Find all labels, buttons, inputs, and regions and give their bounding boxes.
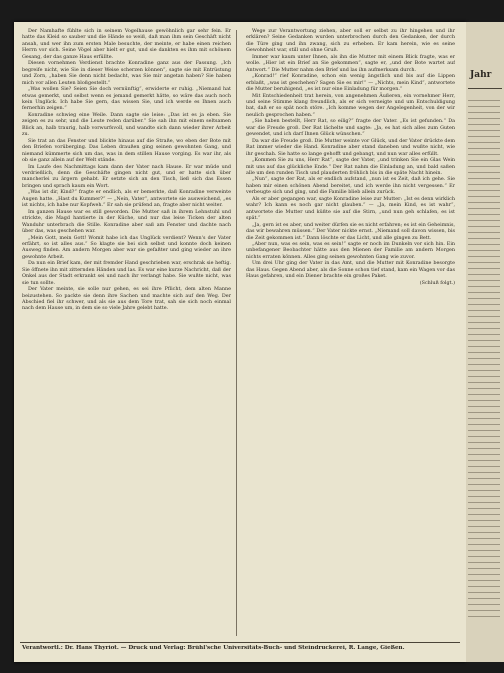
continuation-note: (Schluß folgt.): [419, 279, 455, 286]
right-text-column: [246, 28, 455, 640]
paragraph: Immer war kaum unter Ihnen, als ihn die Mutter mit einem Blick fragte, was er wolle. „Hier ist ein Brief an Sie gekommen“, sagte er, „und der Bote wartet auf Antwort.“ Die Mutter nahm den Brief und las ihn aufmerksam durch.: [246, 53, 455, 73]
adjacent-page-text-lines: [468, 100, 500, 620]
paragraph: „Sie haben bestellt, Herr Rat, so eilig?“ fragte der Vater. „Es ist gefunden.“ Da war die Freude groß. Der Rat lächelte und sagte: „Ja, es hat sich alles zum Guten gewendet, und ich darf Ihnen Glück wünschen.“: [246, 118, 455, 138]
imprint-footer: Verantwortl.: Dr. Hans Thyriot. — Druck und Verlag: Brühl'sche Universitäts-Buch- und Steindruckerei, R. Lange, Gießen.: [22, 645, 405, 651]
paragraph: Der Vater meinte, sie solle nur gehen, es sei ihre Pflicht, dem alten Manne beizustehen. So packte sie denn ihre Sachen und machte sich auf den Weg. Der Abschied fiel ihr schwer, und als sie aus dem Tore trat, sah sie sich noch einmal nach dem Hause um, in dem sie so viele Jahre gelebt hatte.: [22, 286, 231, 312]
paragraph: Mit Entschiedenheit trat herein, von angenehmen Äußeren, ein vornehmer Herr, und seine Stimme klang freundlich, als er sich verneigte und um Entschuldigung bat, daß er so spät noch störe. „Ich komme wegen der Angelegenheit, von der wir neulich gesprochen haben.“: [246, 92, 455, 118]
paragraph: Diesen vornehmen Verdienst brachte Konradine ganz aus der Fassung. „Ich begreife nicht, wie Sie in dieser Weise scherzen können“, sagte sie mit Entrüstung und Zorn, „haben Sie denn nicht bedacht, was Sie mir angetan haben? Sie haben mich vor allen Leuten bloßgestellt.“: [22, 60, 231, 86]
footer-divider: [20, 642, 460, 643]
paragraph: Als er aber gegangen war, sagte Konradine leise zur Mutter: „Ist es denn wirklich wahr? Ich kann es noch gar nicht glauben.“ — „Ja, mein Kind, es ist wahr“, antwortete die Mutter und küßte sie auf die Stirn, „und nun geh schlafen, es ist spät.“: [246, 195, 455, 222]
paragraph: „Mein Gott, mein Gott! Womit habe ich das Unglück verdient? Wenn's der Vater erfährt, so ist alles aus.“ So klagte sie bei sich selbst und konnte doch keinen Ausweg finden. Am andern Morgen aber war sie gefaßter und ging wieder an ihre gewohnte Arbeit.: [22, 234, 231, 260]
paragraph: Im Laufe des Nachmittags kam dann der Vater nach Hause. Er war müde und verdrießlich, denn die Geschäfte gingen nicht gut, und er hatte sich über mancherlei zu ärgern gehabt. Er setzte sich an den Tisch, ließ sich das Essen bringen und sprach kaum ein Wort.: [22, 163, 231, 189]
paragraph: Der Namhafte fühlte sich in seinem Vogelhause gewöhnlich gar sehr fein. Er hatte das Kleid so sauber und die Hände so weiß, daß man ihm sein Geschäft nicht ansah, und wer ihn zum ersten Male besuchte, der meinte, er habe einen reichen Herrn vor sich. Seine Vögel aber hielt er gut, und sie dankten es ihm mit schönem Gesang, der das ganze Haus erfüllte.: [22, 28, 231, 60]
paragraph: Wege zur Verantwortung ziehen, aber soll er selbst zu ihr hingehen und ihr erklären? Seine Gedanken wurden unterbrochen durch den Gedanken, der durch die Türe ging und ihn zwang, sich zu erheben. Er kam herein, wie es seine Gewohnheit war, still und ohne Gruß.: [246, 28, 455, 54]
adjacent-page-rule: [468, 88, 502, 89]
left-text-column: [22, 28, 231, 640]
paragraph: „Nun“, sagte der Rat, als er endlich aufstand, „nun ist es Zeit, daß ich gehe. Sie haben mir einen schönen Abend bereitet, und ich werde ihn nicht vergessen.“ Er verbeugte sich und ging, und die Familie blieb allein zurück.: [246, 176, 455, 196]
column-divider: [236, 30, 237, 636]
paragraph: „Was wollen Sie? Seien Sie doch vernünftig“, erwiderte er ruhig. „Niemand hat etwas gemerkt, und selbst wenn es jemand gemerkt hätte, so wäre das auch noch kein Unglück. Ich habe Sie gern, das wissen Sie, und ich werde es Ihnen auch fernerhin zeigen.“: [22, 86, 231, 112]
paragraph: Sie trat an das Fenster und blickte hinaus auf die Straße, wo eben der Bote mit den Briefen vorüberging. Das Leben draußen ging seinen gewohnten Gang, und niemand kümmerte sich um das, was in dem stillen Hause vorging. Es war ihr, als ob sie ganz allein auf der Welt stände.: [22, 137, 231, 164]
paragraph: „Ja, gern ist es aber, und weiter dürfen sie es nicht erfahren; es ist ein Geheimnis, das wir bewahren müssen.“ Der Vater nickte ernst. „Niemand soll davon wissen, bis die Zeit gekommen ist.“ Dann löschte er das Licht, und alle gingen zu Bett.: [246, 221, 455, 241]
paragraph: „Aber nun, was es sein, was es sein!“ sagte er noch im Dunkeln vor sich hin. Ein unbefangener Beobachter hätte aus den Mienen der Familie am andern Morgen nichts erraten können. Alles ging seinen gewohnten Gang wie zuvor.: [246, 240, 455, 260]
paragraph: Konradine schwieg eine Weile. Dann sagte sie leise: „Das ist es ja eben. Sie zeigen es zu sehr, und die Leute reden darüber.“ Sie sah ihn mit einem seltsamen Blick an, halb traurig, halb vorwurfsvoll, und wandte sich dann wieder ihrer Arbeit zu.: [22, 111, 231, 138]
paragraph: Da war die Freude groß. Die Mutter weinte vor Glück, und der Vater drückte dem Rat immer wieder die Hand. Konradine aber stand daneben und wußte nicht, wie ihr geschah. Sie hatte so lange gehofft und gebangt, und nun war alles erfüllt.: [246, 137, 455, 157]
paragraph: „Kommen Sie zu uns, Herr Rat“, sagte der Vater, „und trinken Sie ein Glas Wein mit uns auf das glückliche Ende.“ Der Rat nahm die Einladung an, und bald saßen alle um den runden Tisch und plauderten fröhlich bis in die späte Nacht hinein.: [246, 157, 455, 176]
paragraph: Da nun ein Brief kam, der mit fremder Hand geschrieben war, erschrak sie heftig. Sie öffnete ihn mit zitternden Händen und las. Es war eine kurze Nachricht, daß der Onkel aus der Stadt erkrankt sei und nach ihr verlangt habe. Sie wußte nicht, was sie tun sollte.: [22, 260, 231, 286]
newspaper-page: [14, 22, 466, 662]
paragraph: „Was ist dir, Kind?“ fragte er endlich, als er bemerkte, daß Konradine verweinte Augen hatte. „Hast du Kummer?“ — „Nein, Vater“, antwortete sie ausweichend, „es ist nichts, ich habe nur Kopfweh.“ Er sah sie prüfend an, fragte aber nicht weiter.: [22, 189, 231, 209]
paragraph: „Konrad!“ rief Konradine, schon ein wenig ängstlich und bis auf die Lippen erblaßt, „was ist geschehen? Sagen Sie es mir!“ — „Nichts, mein Kind“, antwortete die Mutter beruhigend, „es ist nur eine Einladung für morgen.“: [246, 73, 455, 93]
adjacent-page-header: Jahr: [470, 70, 492, 80]
paragraph: Im ganzen Hause war es still geworden. Die Mutter saß in ihrem Lehnstuhl und strickte, die Magd hantierte in der Küche, und nur das leise Ticken der alten Wanduhr unterbrach die Stille. Konradine aber saß am Fenster und dachte nach über das, was geschehen war.: [22, 208, 231, 235]
paragraph: Um drei Uhr ging der Vater in das Amt, und die Mutter mit Konradine besorgte das Haus. Gegen Abend aber, als die Sonne schon tief stand, kam ein Wagen vor das Haus gefahren, und ein Diener brachte ein großes Paket.: [246, 260, 455, 280]
